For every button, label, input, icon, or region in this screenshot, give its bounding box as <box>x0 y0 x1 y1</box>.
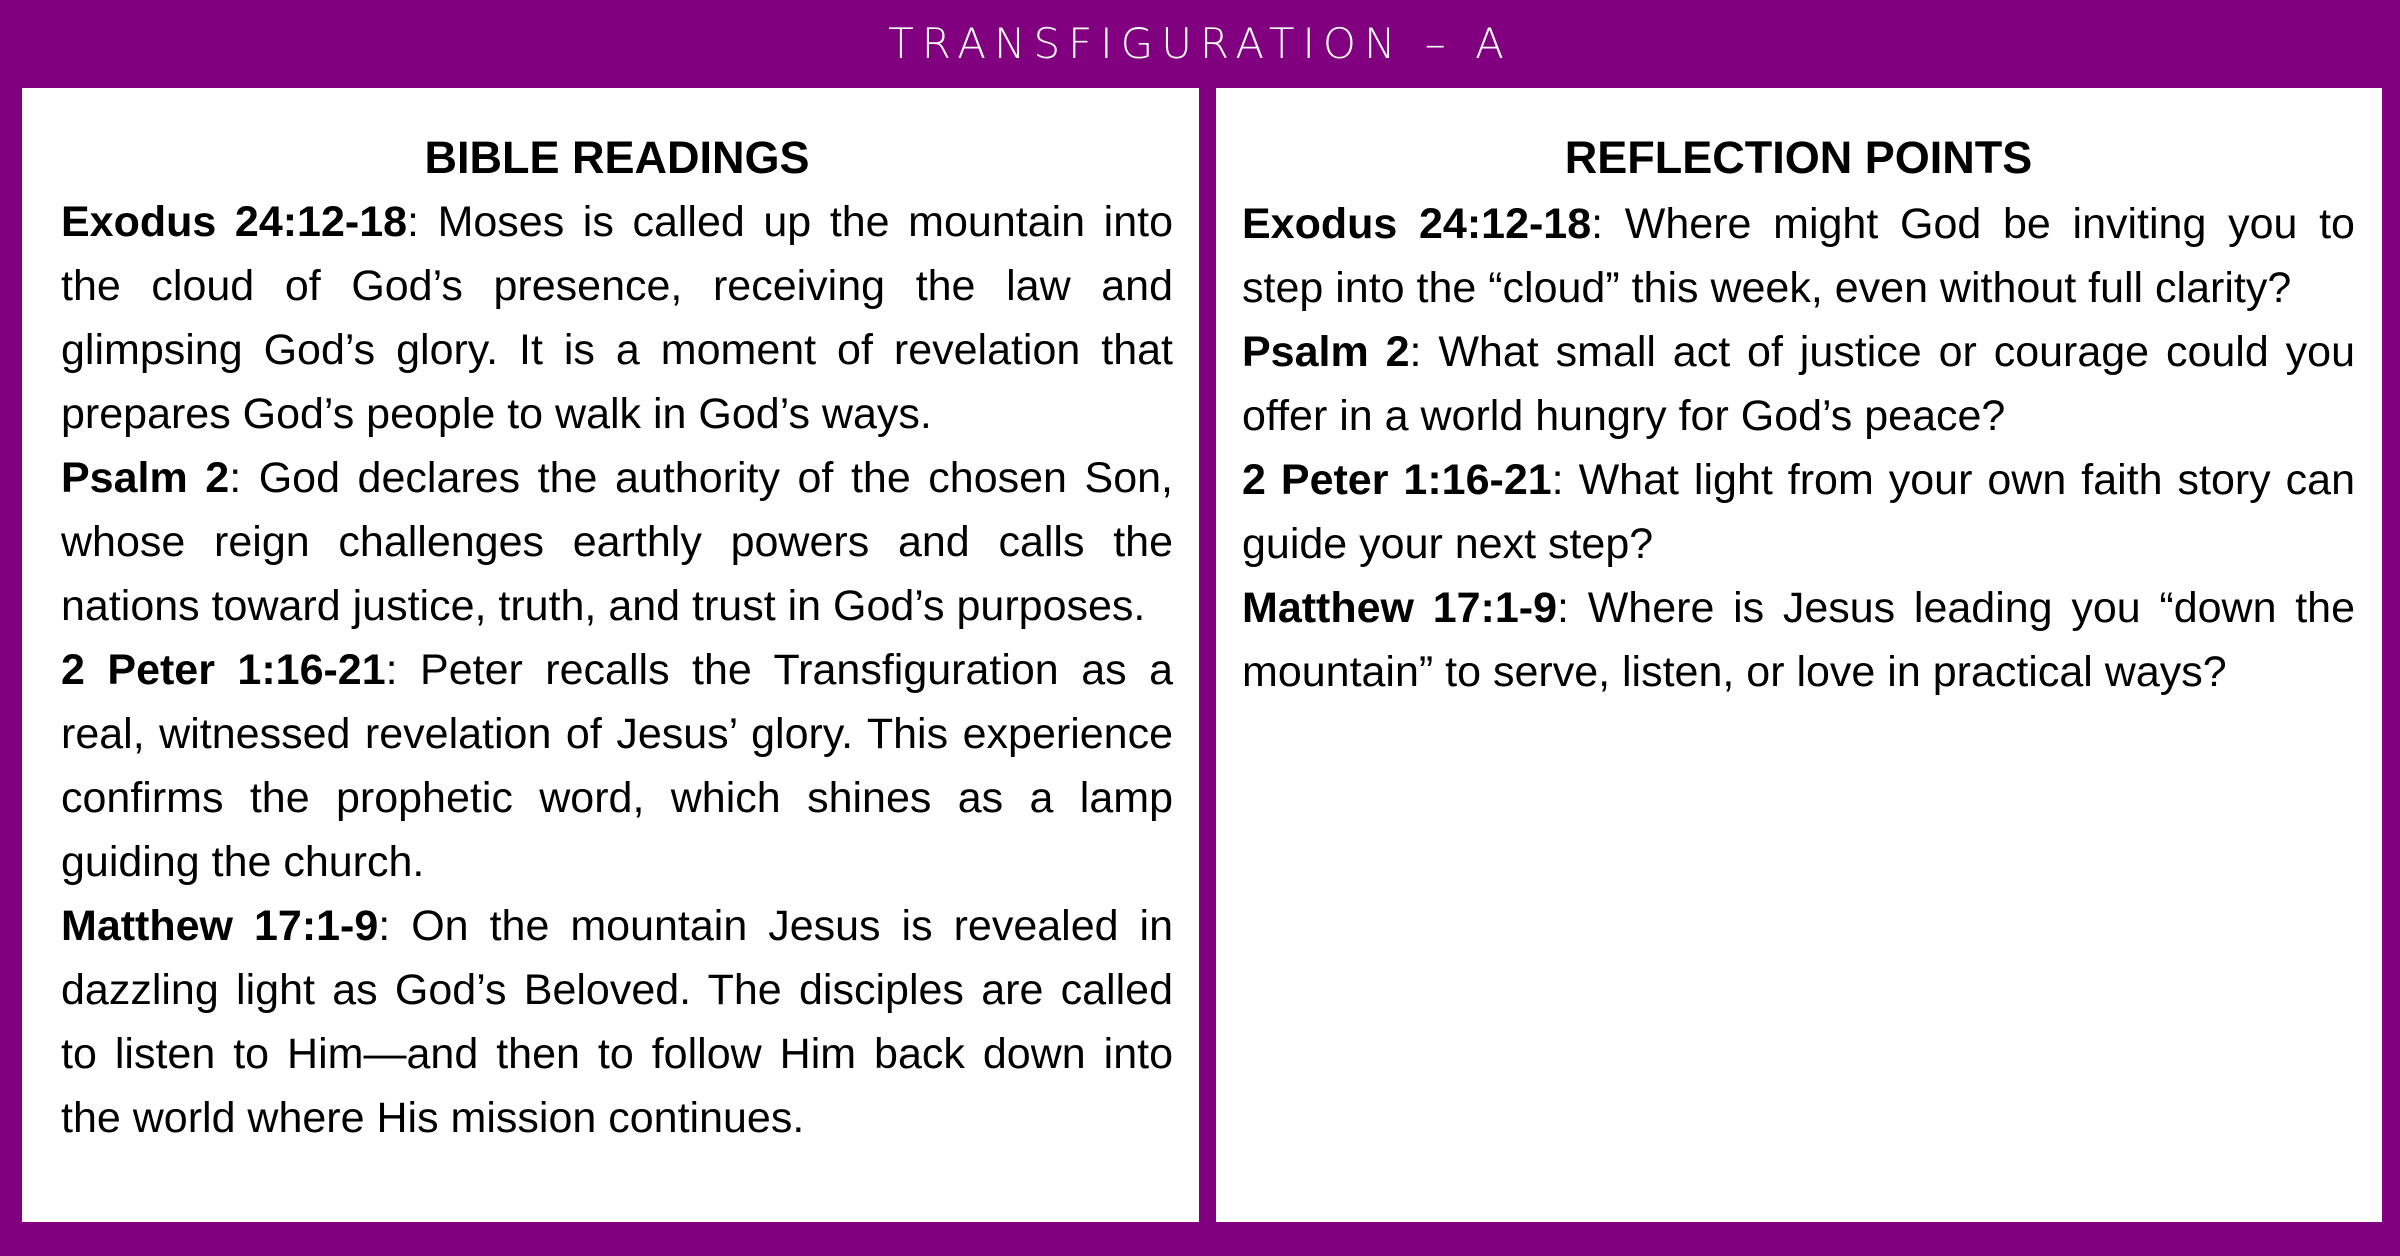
bible-readings-panel <box>22 88 1199 1222</box>
reading-text: : Moses is called up the mountain into the cloud of God’s presence, receiving the law and glimpsing God’s glory. It is a moment of revelation that prepares God’s people to walk in God’s ways. <box>61 198 1173 438</box>
reflection-entry-exodus <box>1242 192 2355 320</box>
reflection-entry-matthew <box>1242 576 2355 704</box>
reflection-text: : What light from your own faith story can guide your next step? <box>1242 456 2355 568</box>
reading-text: : Peter recalls the Transfiguration as a real, witnessed revelation of Jesus’ glory. This experience confirms the prophetic word, which shines as a lamp guiding the church. <box>61 646 1173 886</box>
reading-entry-2-peter <box>61 638 1173 894</box>
bible-readings-heading: BIBLE READINGS <box>424 132 810 183</box>
reflection-text: : Where is Jesus leading you “down the mountain” to serve, listen, or love in practical ways? <box>1242 584 2355 696</box>
reflection-reference: Matthew 17:1-9 <box>1242 584 1558 632</box>
page-title: TRANSFIGURATION – A <box>888 18 1512 68</box>
reflection-points-panel <box>1216 88 2382 1222</box>
reading-entry-matthew <box>61 894 1173 1150</box>
reading-reference: Matthew 17:1-9 <box>61 902 379 950</box>
title-banner <box>0 0 2400 86</box>
reading-entry-psalm <box>61 446 1173 638</box>
reflection-entry-psalm <box>1242 320 2355 448</box>
reflection-reference: Psalm 2 <box>1242 328 1410 376</box>
reflection-text: : What small act of justice or courage could you offer in a world hungry for God’s peace? <box>1242 328 2355 440</box>
reading-reference: 2 Peter 1:16-21 <box>61 646 386 694</box>
reflection-entry-2-peter <box>1242 448 2355 576</box>
reading-reference: Exodus 24:12-18 <box>61 198 408 246</box>
reading-reference: Psalm 2 <box>61 454 230 502</box>
reading-text: : God declares the authority of the chosen Son, whose reign challenges earthly powers and calls the nations toward justice, truth, and trust in God’s purposes. <box>61 454 1173 630</box>
reflection-text: : Where might God be inviting you to step into the “cloud” this week, even without full clarity? <box>1242 200 2355 312</box>
reading-text: : On the mountain Jesus is revealed in dazzling light as God’s Beloved. The disciples are called to listen to Him—and then to follow Him back down into the world where His mission continues. <box>61 902 1173 1142</box>
reflection-points-heading: REFLECTION POINTS <box>1564 132 2033 183</box>
reading-entry-exodus <box>61 190 1173 446</box>
reflection-reference: 2 Peter 1:16-21 <box>1242 456 1552 504</box>
reflection-reference: Exodus 24:12-18 <box>1242 200 1592 248</box>
